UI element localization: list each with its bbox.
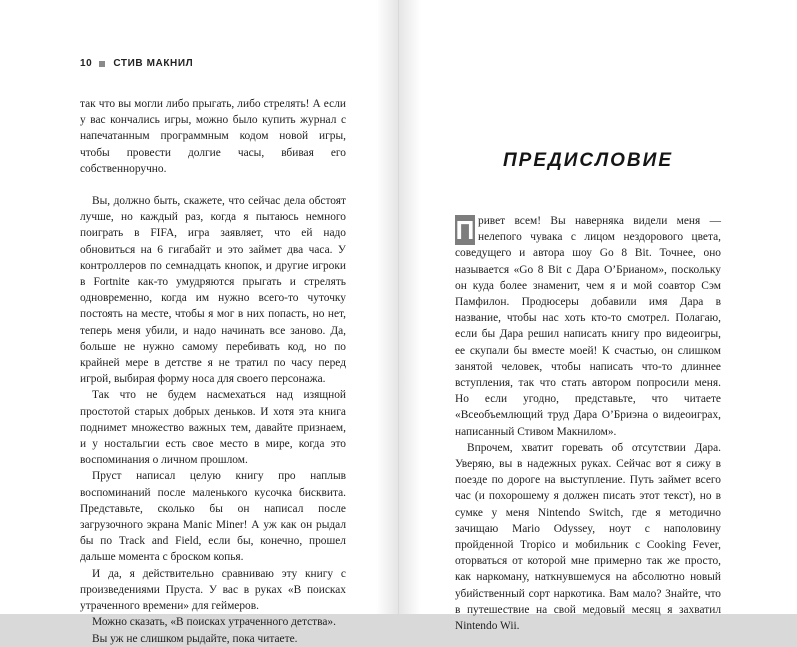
paragraph: Вы уж не слишком рыдайте, пока читаете. — [92, 632, 298, 645]
paragraph: Так что не будем насмехаться над изящной простотой старых добрых деньков. И хотя эта книга поднимет множество важных тем, давайте признаем, и у ностальгии есть свое место в мире, когда это воспоминания о личном прошлом. — [80, 389, 346, 467]
paragraph: Впрочем, хватит горевать об отсутствии Дара. Уверяю, вы в надежных руках. Сейчас вот я сижу в поезде по дороге на выступление. Путь займет всего час (и похорошему я должен писать этот текст), но в сумке у меня Nintendo Switch, где я методично зачищаю Mario Odyssey, ноут с наполовину пройденной Tropico и мобильник с Cooking Fever, оторваться от которой мне примерно так же просто, как наркоману, наткнувшемуся на абсолютно новый убийственный сорт наркотика. Вам мало? Знайте, что в путешествие на свой медовый месяц я захватил Nintendo Wii. — [455, 441, 721, 633]
gutter-shadow — [376, 0, 398, 614]
paragraph: Можно сказать, «В поисках утраченного детства». — [92, 616, 336, 629]
opening-paragraph-text: ривет всем! Вы наверняка видели меня — нелепого чувака с лицом нездорового цвета, соведущего и автора шоу Go 8 Bit. Точнее, оно называется «Go 8 Bit с Дара О’Брианом», поскольку он куда более знаменит, чем я и мой соавтор Сэм Памфилон. Продюсеры добавили имя Дара в название, чтобы нас хоть кто-то смотрел. Полагаю, если бы Дара решил написать книгу про видеоигры, ее скупали бы вместе моей! К счастью, он слишком занятой человек, чтобы написать что-то длиннее вступления, так что стать автором попросили меня. Но если угодно, представьте, что читаете «Всеобъемлющий труд Дара О’Бриэна о видеоиграх, написанный Стивом Макнилом». — [455, 215, 721, 438]
paragraph: Вы, должно быть, скажете, что сейчас дела обстоят лучше, но каждый раз, когда я пытаюсь немного поиграть в FIFA, игра заявляет, что ей надо обновиться на 6 гигабайт и это займет два часа. У контроллеров по семнадцать кнопок, и другие игроки в Fortnite как-то умудряются прыгать и стрелять одновременно, когда им нужно всего-то чуточку постоять на месте, чтобы я мог в них попасть, но нет, теперь меня убили, и надо начинать все заново. Да, больше не нужно самому перебивать код, но по крайней мере в детстве я не тратил по часу перед игрой, выбирая форму носа для своего персонажа. — [80, 195, 346, 386]
left-page — [0, 0, 398, 645]
running-head-author: СТИВ МАКНИЛ — [113, 58, 194, 69]
page-number: 10 — [80, 58, 93, 69]
folio-separator-square — [99, 61, 105, 67]
opening-paragraph — [455, 213, 721, 440]
running-head — [80, 58, 193, 69]
chapter-title: ПРЕДИСЛОВИЕ — [502, 150, 673, 171]
drop-cap: П — [455, 215, 475, 245]
paragraph: Пруст написал целую книгу про наплыв воспоминаний после маленького кусочка бисквита. Представьте, сколько бы он написал после загрузочного экрана Manic Miner! А уж как он рыдал бы по Track and Field, если бы, конечно, прошел дальше момента с броском копья. — [80, 470, 346, 564]
left-page-text — [80, 96, 346, 647]
paragraph: так что вы могли либо прыгать, либо стрелять! А если у вас кончались игры, можно было купить журнал с напечатанным программным кодом новой игры, чтобы провести долгие часы, вбивая его собственноручно. — [80, 98, 346, 175]
gutter-shadow — [399, 0, 421, 614]
right-page-text — [455, 213, 721, 634]
paragraph: И да, я действительно сравниваю эту книгу с произведениями Пруста. У вас в руках «В поисках утраченного времени» для геймеров. — [80, 567, 346, 613]
